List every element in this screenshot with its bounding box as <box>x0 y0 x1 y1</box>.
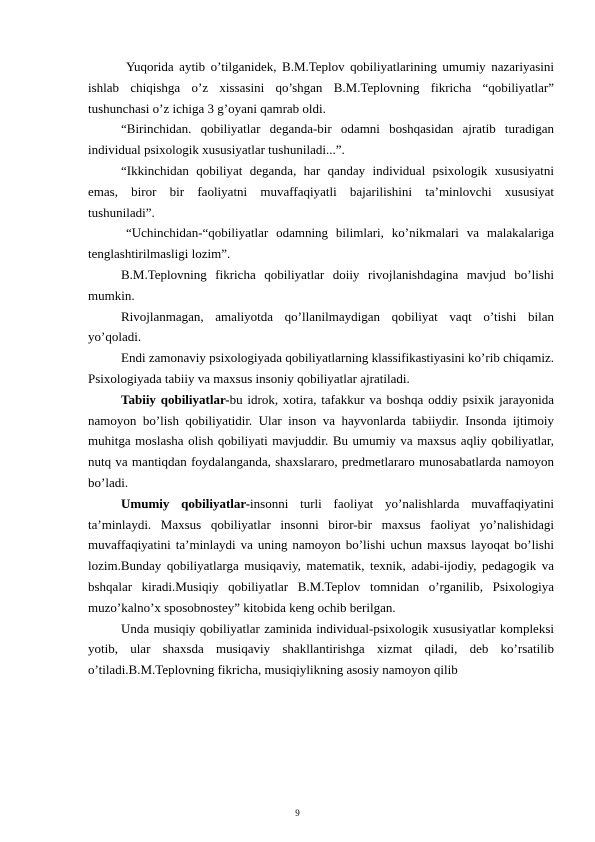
term-umumiy-qobiliyatlar: Umumiy qobiliyatlar- <box>121 495 251 511</box>
paragraph-umumiy <box>88 494 554 619</box>
paragraph-4-text: “Uchinchidan-“qobiliyatlar odamning bilimlari, ko’nikmalari va malakalariga tenglashtirilmasligi lozim”. <box>88 225 554 262</box>
paragraph-6-text: Rivojlanmagan, amaliyotda qo’llanilmaydigan qobiliyat vaqt o’tishi bilan yo’qoladi. <box>88 308 554 345</box>
paragraph-umumiy-text: insonni turli faoliyat yo’nalishlarda muvaffaqiyatini ta’minlaydi. Maxsus qobiliyatlar insonni biror-bir maxsus faoliyat yo’nalishidagi muvaffaqiyatini ta’minlaydi va uning namoyon bo’lishi uchun maxsus layoqat bo’lishi lozim.Bunday qobiliyatlarga musiqaviy, matematik, texnik, adabi-ijodiy, pedagogik va bshqalar kiradi.Musiqiy qobiliyatlar B.M.Teplov tomnidan o’rganilib, Psixologiya muzo’kalno’x sposobnostey” kitobida keng ochib berilgan. <box>88 495 554 615</box>
paragraph-1 <box>88 57 554 119</box>
paragraph-4 <box>88 223 554 265</box>
paragraph-2-text: “Birinchidan. qobiliyatlar deganda-bir odamni boshqasidan ajratib turadigan individual psixologik xususiyatlar tushuniladi...”. <box>88 121 554 158</box>
paragraph-3-text: “Ikkinchidan qobiliyat deganda, har qanday individual psixologik xususiyatni emas, biror bir faoliyatni muvaffaqiyatli bajarilishini ta’minlovchi xususiyat tushuniladi”. <box>88 162 554 220</box>
paragraph-tabiiy-text: bu idrok, xotira, tafakkur va boshqa oddiy psixik jarayonida namoyon bo’lish qobiliyatidir. Ular inson va hayvonlarda tabiiydir. Insonda ijtimoiy muhitga moslasha olish qobiliyati mavjuddir. Bu umumiy va maxsus aqliy qobiliyatlar, nutq va mantiqdan foydalanganda, shaxslararo, predmetlararo munosabatlarda namoyon bo’ladi. <box>88 391 554 490</box>
paragraph-5 <box>88 265 554 307</box>
paragraph-10-text: Unda musiqiy qobiliyatlar zaminida individual-psixologik xususiyatlar kompleksi yotib, ular shaxsda musiqaviy shakllantirishga xizmat qiladi, deb ko’rsatilib o’tiladi.B.M.Teplovning fikricha, musiqiylikning asosiy namoyon qilib <box>88 620 554 678</box>
paragraph-10 <box>88 619 554 681</box>
paragraph-2 <box>88 119 554 161</box>
paragraph-7-text: Endi zamonaviy psixologiyada qobiliyatlarning klassifikastiyasini ko’rib chiqamiz. Psixologiyada tabiiy va maxsus insoniy qobiliyatlar ajratiladi. <box>88 350 554 386</box>
paragraph-5-text: B.M.Teplovning fikricha qobiliyatlar doiiy rivojlanishdagina mavjud bo’lishi mumkin. <box>88 266 554 303</box>
paragraph-1-text: Yuqorida aytib o’tilganidek, B.M.Teplov qobiliyatlarining umumiy nazariyasini ishlab chiqishga o’z xissasini qo’shgan B.M.Teplovning fikricha “qobiliyatlar” tushunchasi o’z ichiga 3 g’oyani qamrab oldi. <box>88 59 554 116</box>
paragraph-6 <box>88 307 554 349</box>
paragraph-7 <box>88 348 554 390</box>
body-text <box>88 57 554 681</box>
paragraph-tabiiy <box>88 390 554 494</box>
page-number: 9 <box>295 808 300 818</box>
paragraph-3 <box>88 161 554 223</box>
term-tabiiy-qobiliyatlar: Tabiiy qobiliyatlar- <box>121 391 230 407</box>
